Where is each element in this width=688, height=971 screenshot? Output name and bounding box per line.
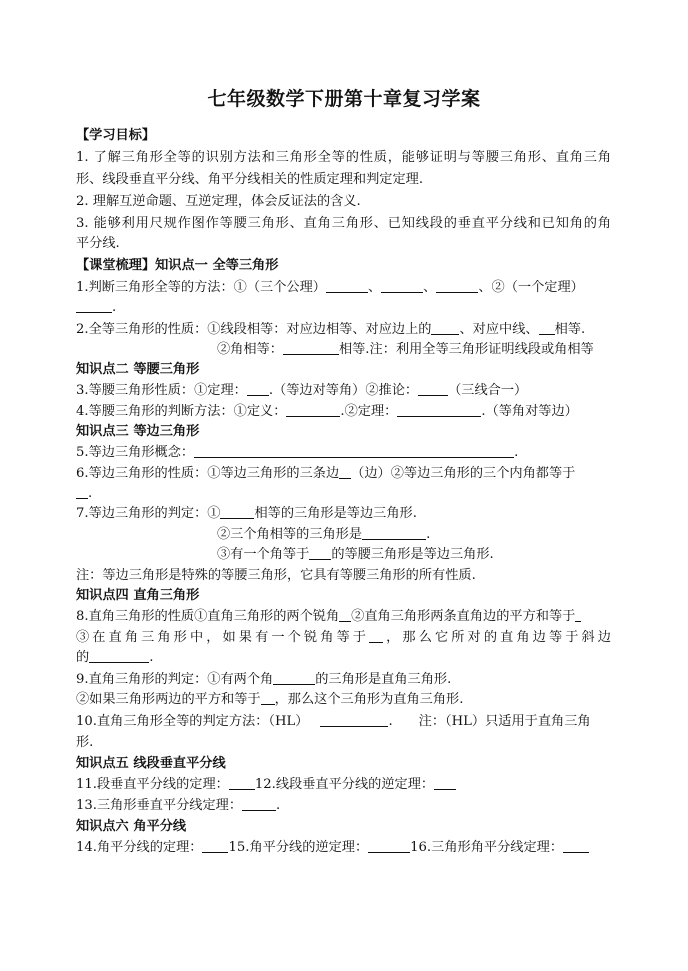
q5-blank-1[interactable] [194, 443, 514, 458]
q10-blank-1[interactable] [320, 712, 388, 727]
q6-text-b: （边）②等边三角形的三个内角都等于 [351, 466, 576, 481]
knowledge-point-5: 知识点五 线段垂直平分线 [76, 756, 226, 771]
q1-blank-2[interactable] [381, 278, 423, 293]
q2-text-a: 2.全等三角形的性质：①线段相等：对应边相等、对应边上的 [76, 322, 432, 337]
q8-text-b: ②直角三角形两条直角边的平方和等于 [351, 609, 576, 624]
q6-text-a: 6.等边三角形的性质：①等边三角形的三条边 [76, 466, 340, 481]
q9-text-c: ②如果三角形两边的平方和等于 [76, 692, 261, 707]
question-6-cont [76, 484, 92, 504]
question-14-16 [76, 838, 589, 858]
q3-text-b: .（等边对等角）②推论： [268, 383, 419, 398]
q6-blank-1[interactable] [339, 464, 351, 479]
q8-blank-3[interactable] [369, 628, 383, 643]
note: 注：等边三角形是特殊的等腰三角形，它具有等腰三角形的所有性质. [76, 568, 476, 583]
q14-text-a: 14.角平分线的定理： [76, 840, 203, 855]
q2-text-b: 、对应中线、 [459, 322, 539, 337]
goals-header: 【学习目标】 [76, 128, 156, 143]
question-2-cont [217, 340, 594, 360]
goal-1b: 形、线段垂直平分线、角平分线相关的性质定理和判定定理. [76, 172, 424, 187]
q2-blank-2[interactable] [539, 320, 555, 335]
q6-blank-2[interactable] [76, 484, 88, 499]
q16-blank-1[interactable] [563, 838, 589, 853]
q9-blank-1[interactable] [273, 670, 315, 685]
q7-blank-3[interactable] [309, 545, 331, 560]
goal-1a: 1. 了解三角形全等的识别方法和三角形全等的性质，能够证明与等腰三角形、直角三角 [76, 150, 611, 165]
q1-sep-2: 、 [423, 280, 437, 295]
question-5 [76, 443, 518, 463]
q1-text-b: 、②（一个定理） [478, 280, 584, 295]
q7-blank-1[interactable] [220, 504, 254, 519]
q3-blank-1[interactable] [247, 381, 269, 396]
question-4 [76, 402, 578, 422]
question-6 [76, 464, 575, 484]
question-7-cont-1 [217, 525, 430, 545]
knowledge-point-1: 知识点一 全等三角形 [155, 258, 279, 273]
q13-text-b: . [276, 798, 281, 813]
question-1 [76, 278, 584, 298]
q8-blank-1[interactable] [339, 607, 351, 622]
goal-2: 2. 理解互逆命题、互逆定理，体会反证法的含义. [76, 194, 361, 209]
question-8-cont-1 [76, 628, 611, 648]
q7-text-e: ③有一个角等于 [217, 547, 310, 562]
question-10 [76, 712, 591, 732]
q2-blank-3[interactable] [283, 340, 339, 355]
question-9-cont [76, 690, 463, 710]
q10-text-a: 10.直角三角形全等的判定方法：（HL） [76, 714, 309, 729]
q4-text-a: 4.等腰三角形的判断方法：①定义： [76, 404, 287, 419]
q12-blank-1[interactable] [434, 775, 456, 790]
q8-text-a: 8.直角三角形的性质①直角三角形的两个锐角 [76, 609, 340, 624]
question-8-cont-2 [76, 648, 153, 668]
q13-text-a: 13.三角形垂直平分线定理： [76, 798, 243, 813]
q2-text-d: ②角相等： [217, 342, 283, 357]
q15-text-a: 15.角平分线的逆定理： [228, 840, 369, 855]
q4-text-c: .（等角对等边） [481, 404, 578, 419]
q1-text-a: 1.判断三角形全等的方法：①（三个公理） [76, 280, 326, 295]
q7-text-b: 相等的三角形是等边三角形. [254, 506, 417, 521]
q5-text-a: 5.等边三角形概念： [76, 445, 195, 460]
question-10-cont: 形. [76, 735, 94, 750]
question-8 [76, 607, 581, 627]
question-11-12 [76, 775, 456, 795]
page-title: 七年级数学下册第十章复习学案 [207, 88, 481, 110]
q8-blank-4[interactable] [89, 648, 149, 663]
q8-text-c: ③在直角三角形中，如果有一个锐角等于 [76, 630, 370, 645]
q8-text-f: . [149, 650, 154, 665]
q3-text-c: （三线合一） [448, 383, 528, 398]
q12-text-a: 12.线段垂直平分线的逆定理： [254, 777, 435, 792]
q4-blank-1[interactable] [286, 402, 340, 417]
q3-text-a: 3.等腰三角形性质：①定理： [76, 383, 247, 398]
question-1-cont [76, 298, 116, 318]
q4-blank-2[interactable] [397, 402, 481, 417]
q7-text-d: . [426, 527, 431, 542]
q6-text-c: . [88, 486, 93, 501]
q7-blank-2[interactable] [362, 525, 426, 540]
question-7-cont-2 [217, 545, 494, 565]
q10-text-c: 注：（HL）只适用于直角三角 [418, 714, 591, 729]
q11-blank-1[interactable] [229, 775, 255, 790]
q7-text-f: 的等腰三角形是等边三角形. [331, 547, 494, 562]
q8-text-e: 的 [76, 650, 90, 665]
q1-blank-3[interactable] [436, 278, 478, 293]
q16-text-a: 16.三角形角平分线定理： [410, 840, 564, 855]
q7-text-c: ②三个角相等的三角形是 [217, 527, 363, 542]
q2-text-c: 相等. [554, 322, 586, 337]
q8-text-d: ，那么它所对的直角边等于斜边 [383, 630, 611, 645]
knowledge-point-3: 知识点三 等边三角形 [76, 424, 200, 439]
q1-blank-1[interactable] [326, 278, 368, 293]
q7-text-a: 7.等边三角形的判定：① [76, 506, 221, 521]
review-section-header [76, 256, 278, 276]
goal-3b: 平分线. [76, 236, 120, 251]
q8-blank-2[interactable] [575, 607, 581, 622]
q11-text-a: 11.段垂直平分线的定理： [76, 777, 229, 792]
q14-blank-1[interactable] [202, 838, 228, 853]
q1-end: . [112, 300, 117, 315]
knowledge-point-4: 知识点四 直角三角形 [76, 588, 200, 603]
question-7 [76, 504, 417, 524]
q15-blank-1[interactable] [368, 838, 410, 853]
q9-text-d: ，那么这个三角形为直角三角形. [274, 692, 464, 707]
question-2 [76, 320, 585, 340]
q10-text-b: . [388, 714, 393, 729]
review-header: 【课堂梳理】 [76, 258, 156, 273]
q9-text-a: 9.直角三角形的判定：①有两个角 [76, 672, 274, 687]
q2-text-e: 相等.注：利用全等三角形证明线段或角相等 [338, 342, 594, 357]
q9-blank-2[interactable] [261, 690, 275, 705]
q1-sep-1: 、 [367, 280, 382, 295]
knowledge-point-6: 知识点六 角平分线 [76, 819, 187, 834]
knowledge-point-2: 知识点二 等腰三角形 [76, 362, 200, 377]
q2-blank-1[interactable] [431, 320, 459, 335]
q13-blank-1[interactable] [242, 796, 276, 811]
q1-blank-4[interactable] [76, 298, 112, 313]
q5-text-b: . [514, 445, 519, 460]
question-13 [76, 796, 280, 816]
question-9 [76, 670, 451, 690]
q3-blank-2[interactable] [418, 381, 448, 396]
question-3 [76, 381, 527, 401]
goal-3a: 3. 能够利用尺规作图作等腰三角形、直角三角形、已知线段的垂直平分线和已知角的角 [76, 216, 611, 231]
q9-text-b: 的三角形是直角三角形. [315, 672, 452, 687]
q4-text-b: .②定理： [340, 404, 398, 419]
